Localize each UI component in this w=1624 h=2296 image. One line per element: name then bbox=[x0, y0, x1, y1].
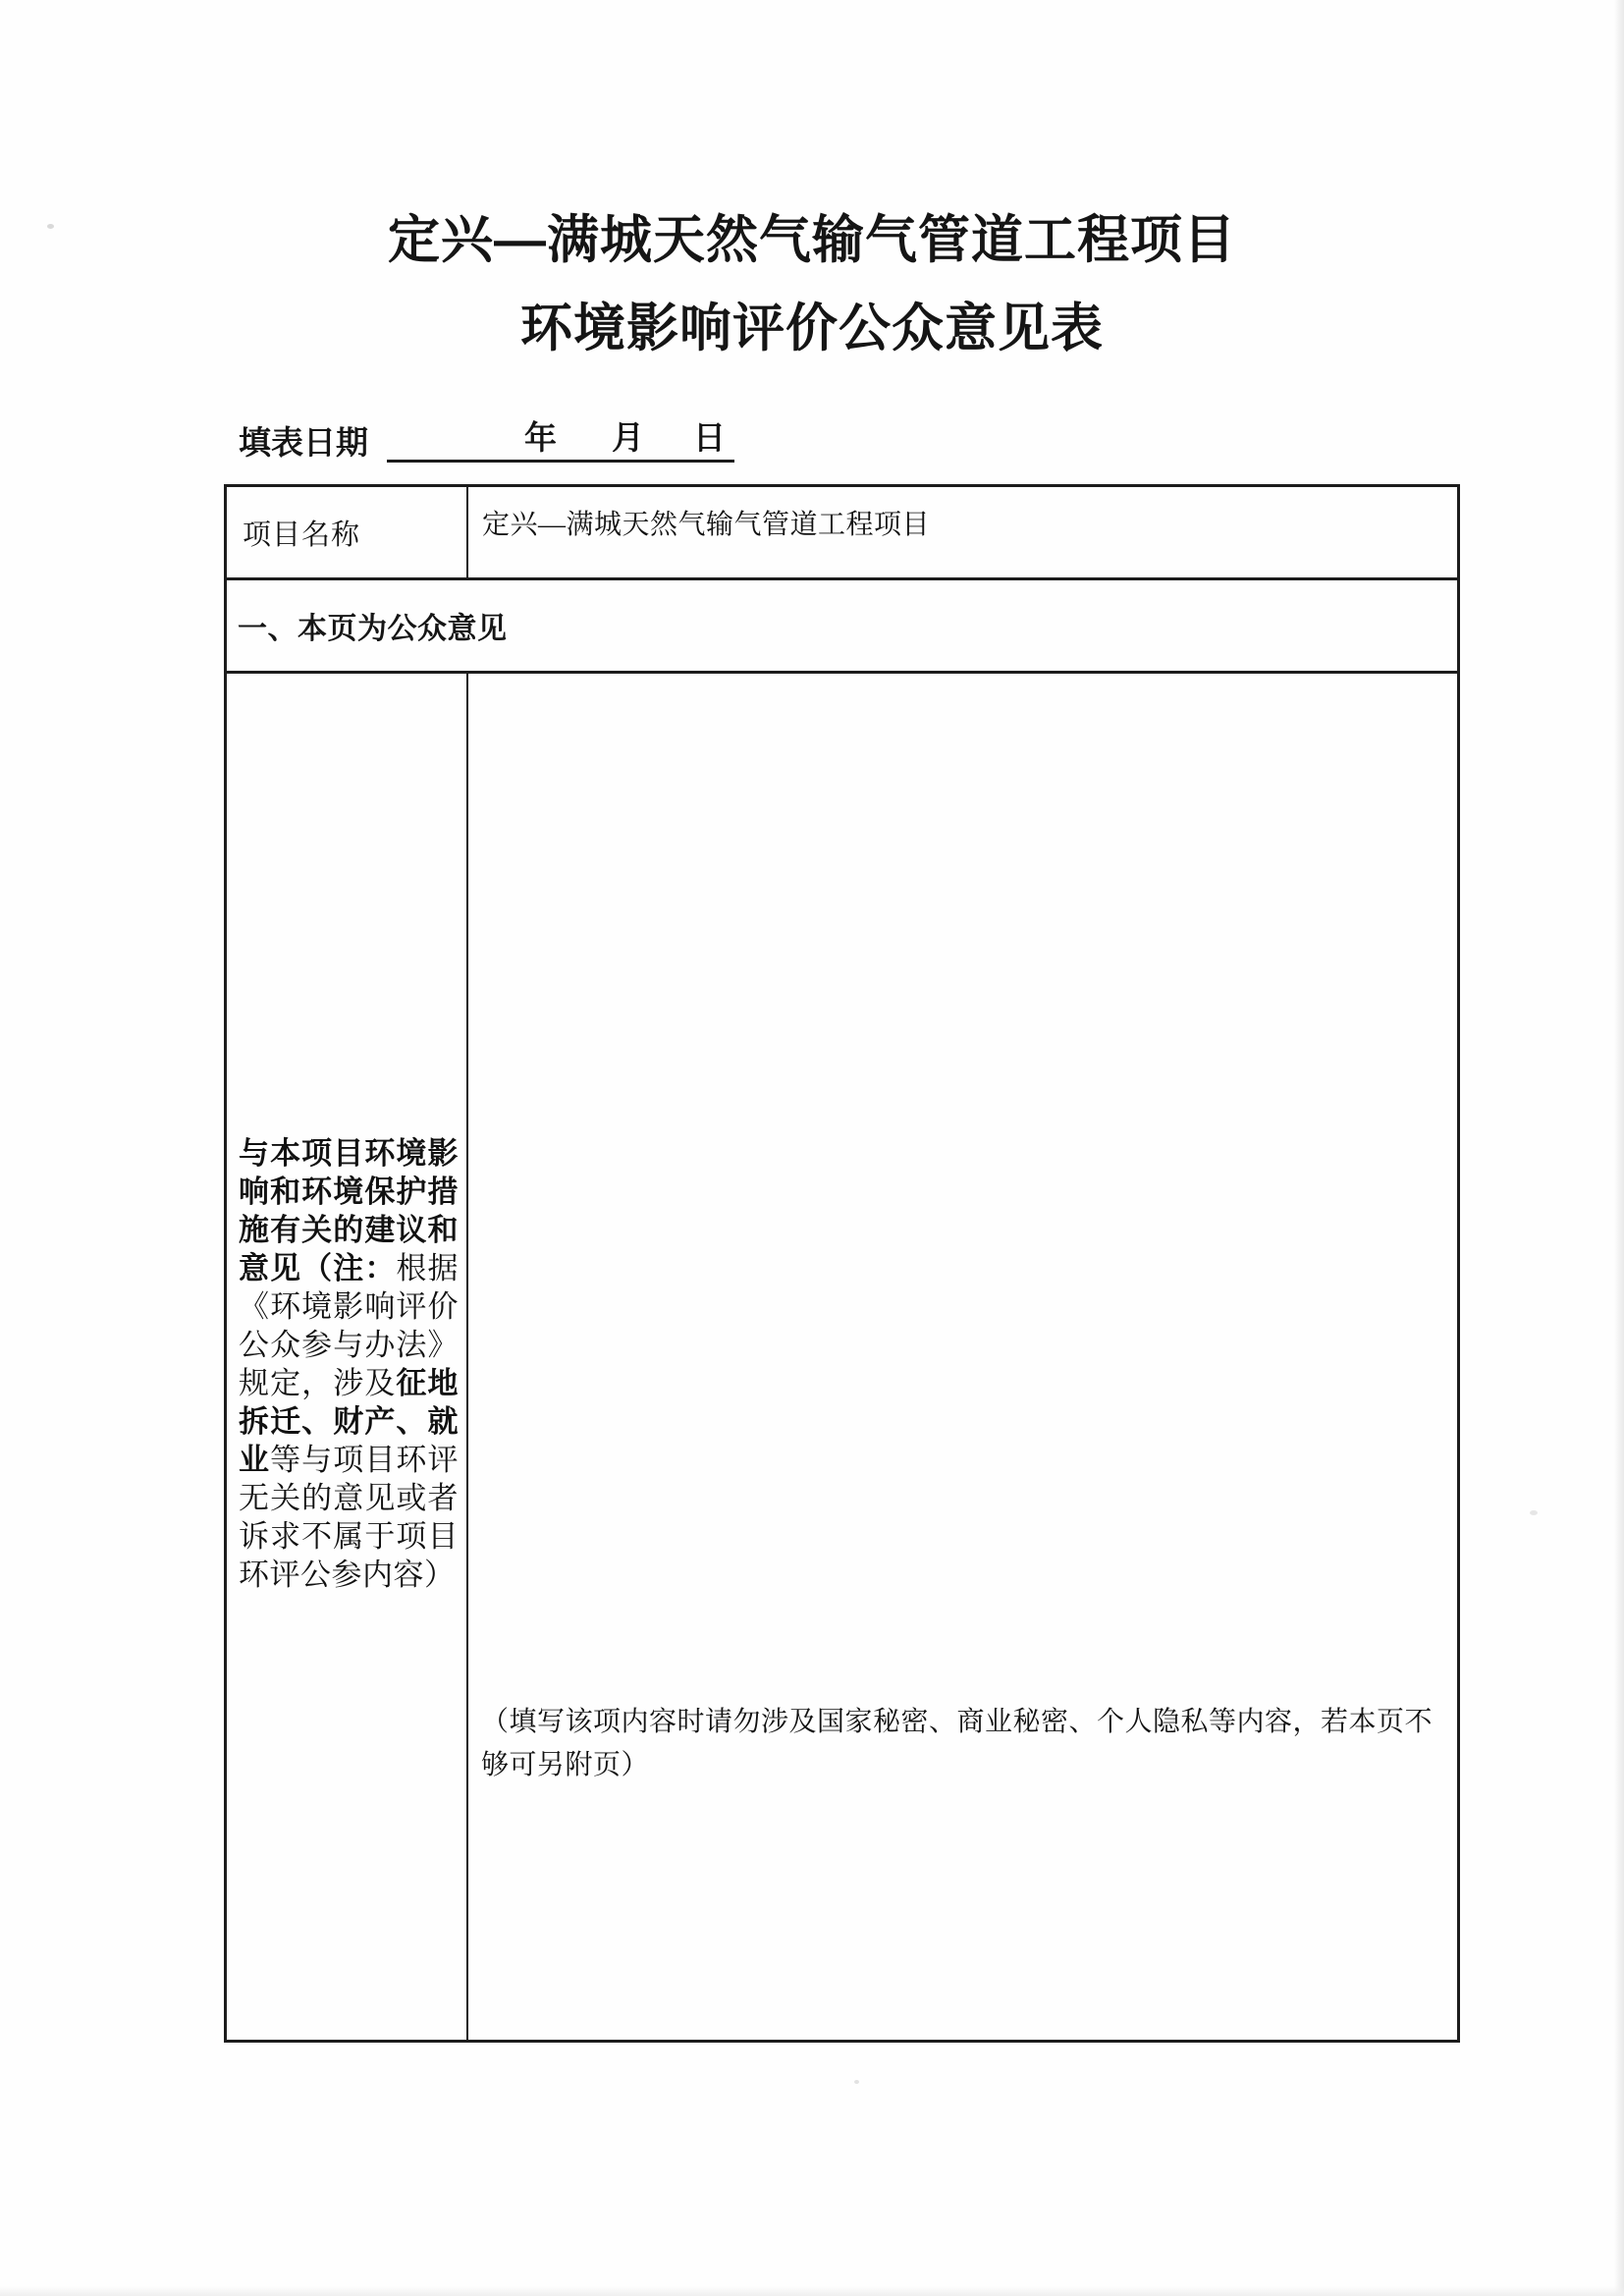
project-name-label-cell bbox=[227, 487, 468, 577]
date-month-label: 月 bbox=[612, 419, 644, 456]
date-year-label: 年 bbox=[524, 419, 557, 456]
project-name-label: 项目名称 bbox=[243, 519, 361, 551]
project-name-value-cell bbox=[468, 487, 1457, 577]
opinion-label-cell bbox=[227, 674, 468, 2040]
project-name-value: 定兴—满城天然气输气管道工程项目 bbox=[482, 510, 931, 540]
opinion-label-segment-bold: 征地拆迁、财产、就业 bbox=[239, 1365, 460, 1477]
opinion-label-segment-bold: 与本项目环境影响和环境保护措施有关的建议和意见（注： bbox=[239, 1135, 459, 1285]
fill-date-label: 填表日期 bbox=[239, 424, 368, 461]
document-title-line2: 环境影响评价公众意见表 bbox=[520, 300, 1104, 357]
project-name-row bbox=[227, 487, 1457, 580]
public-opinion-form-table bbox=[224, 484, 1460, 2043]
section-header-row bbox=[227, 580, 1457, 674]
opinion-row bbox=[227, 674, 1457, 2040]
opinion-label-segment-regular: 等与项目环评无关的意见或者诉求不属于项目环评公参内容） bbox=[239, 1442, 460, 1592]
opinion-label-segment-regular: 根据《环境影响评价公众参与办法》规定，涉及 bbox=[239, 1250, 460, 1400]
fill-date-blank-field bbox=[387, 418, 734, 463]
opinion-content-cell bbox=[468, 674, 1457, 2040]
scan-speck bbox=[1530, 1510, 1538, 1515]
scan-speck bbox=[854, 2080, 859, 2084]
opinion-label-text bbox=[239, 1134, 459, 1594]
fill-date-line bbox=[239, 418, 734, 463]
document-title-line1: 定兴—满城天然气输气管道工程项目 bbox=[388, 211, 1236, 269]
section-header-label: 一、本页为公众意见 bbox=[238, 613, 508, 645]
opinion-fill-note: （填写该项内容时请勿涉及国家秘密、商业秘密、个人隐私等内容，若本页不够可另附页） bbox=[481, 1707, 1434, 1780]
date-day-label: 日 bbox=[693, 419, 726, 456]
scan-edge-shade-bottom bbox=[0, 2286, 1624, 2296]
